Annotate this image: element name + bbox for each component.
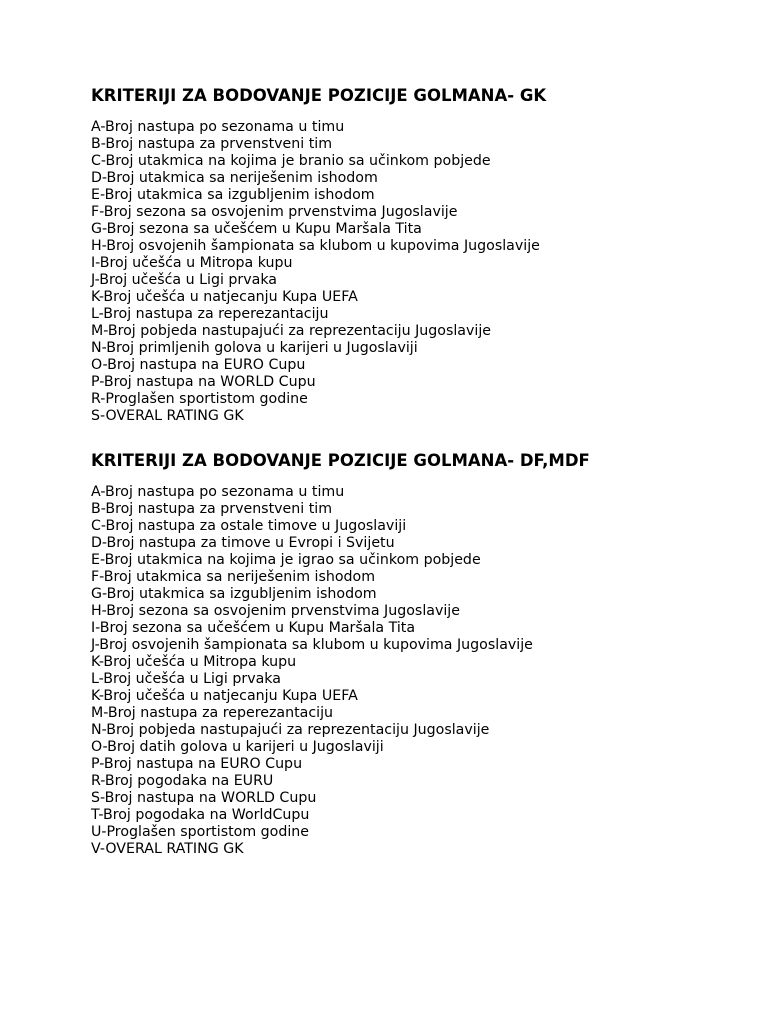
criteria-item: F-Broj sezona sa osvojenim prvenstvima Jugoslavije [91,204,458,220]
criteria-item: E-Broj utakmica na kojima je igrao sa učinkom pobjede [91,552,481,568]
criteria-list [91,484,751,858]
criteria-item: A-Broj nastupa po sezonama u timu [91,119,345,135]
criteria-item: M-Broj nastupa za reperezantaciju [91,705,334,721]
criteria-item: D-Broj nastupa za timove u Evropi i Svijetu [91,535,395,551]
criteria-item: J-Broj osvojenih šampionata sa klubom u kupovima Jugoslavije [91,637,533,653]
criteria-item: R-Broj pogodaka na EURU [91,773,274,789]
criteria-item: K-Broj učešća u natjecanju Kupa UEFA [91,289,358,305]
criteria-item: J-Broj učešća u Ligi prvaka [91,272,277,288]
criteria-item: G-Broj sezona sa učešćem u Kupu Maršala Tita [91,221,422,237]
criteria-item: F-Broj utakmica sa neriješenim ishodom [91,569,376,585]
criteria-item: H-Broj sezona sa osvojenim prvenstvima Jugoslavije [91,603,460,619]
criteria-item: D-Broj utakmica sa neriješenim ishodom [91,170,378,186]
criteria-item: P-Broj nastupa na WORLD Cupu [91,374,316,390]
criteria-item: H-Broj osvojenih šampionata sa klubom u kupovima Jugoslavije [91,238,540,254]
criteria-item: O-Broj datih golova u karijeri u Jugoslaviji [91,739,384,755]
criteria-item: K-Broj učešća u Mitropa kupu [91,654,297,670]
criteria-item: A-Broj nastupa po sezonama u timu [91,484,345,500]
section-heading: KRITERIJI ZA BODOVANJE POZICIJE GOLMANA- GK [91,86,547,105]
criteria-section-df-mdf [91,451,751,858]
criteria-item: M-Broj pobjeda nastupajući za reprezentaciju Jugoslavije [91,323,491,339]
criteria-item: L-Broj učešća u Ligi prvaka [91,671,281,687]
criteria-section-gk [91,86,751,425]
criteria-item: S-OVERAL RATING GK [91,408,244,424]
criteria-item: N-Broj primljenih golova u karijeri u Jugoslaviji [91,340,418,356]
criteria-item: I-Broj sezona sa učešćem u Kupu Maršala Tita [91,620,416,636]
criteria-item: C-Broj utakmica na kojima je branio sa učinkom pobjede [91,153,491,169]
criteria-item: G-Broj utakmica sa izgubljenim ishodom [91,586,377,602]
criteria-item: P-Broj nastupa na EURO Cupu [91,756,303,772]
criteria-item: N-Broj pobjeda nastupajući za reprezentaciju Jugoslavije [91,722,490,738]
criteria-item: V-OVERAL RATING GK [91,841,244,857]
criteria-item: T-Broj pogodaka na WorldCupu [91,807,310,823]
criteria-item: R-Proglašen sportistom godine [91,391,308,407]
criteria-item: S-Broj nastupa na WORLD Cupu [91,790,317,806]
criteria-item: B-Broj nastupa za prvenstveni tim [91,136,333,152]
criteria-list [91,119,751,425]
criteria-item: B-Broj nastupa za prvenstveni tim [91,501,333,517]
document-page [91,86,751,858]
criteria-item: O-Broj nastupa na EURO Cupu [91,357,306,373]
criteria-item: K-Broj učešća u natjecanju Kupa UEFA [91,688,358,704]
criteria-item: L-Broj nastupa za reperezantaciju [91,306,329,322]
criteria-item: E-Broj utakmica sa izgubljenim ishodom [91,187,375,203]
section-heading: KRITERIJI ZA BODOVANJE POZICIJE GOLMANA- DF,MDF [91,451,590,470]
criteria-item: C-Broj nastupa za ostale timove u Jugoslaviji [91,518,407,534]
criteria-item: I-Broj učešća u Mitropa kupu [91,255,293,271]
criteria-item: U-Proglašen sportistom godine [91,824,310,840]
